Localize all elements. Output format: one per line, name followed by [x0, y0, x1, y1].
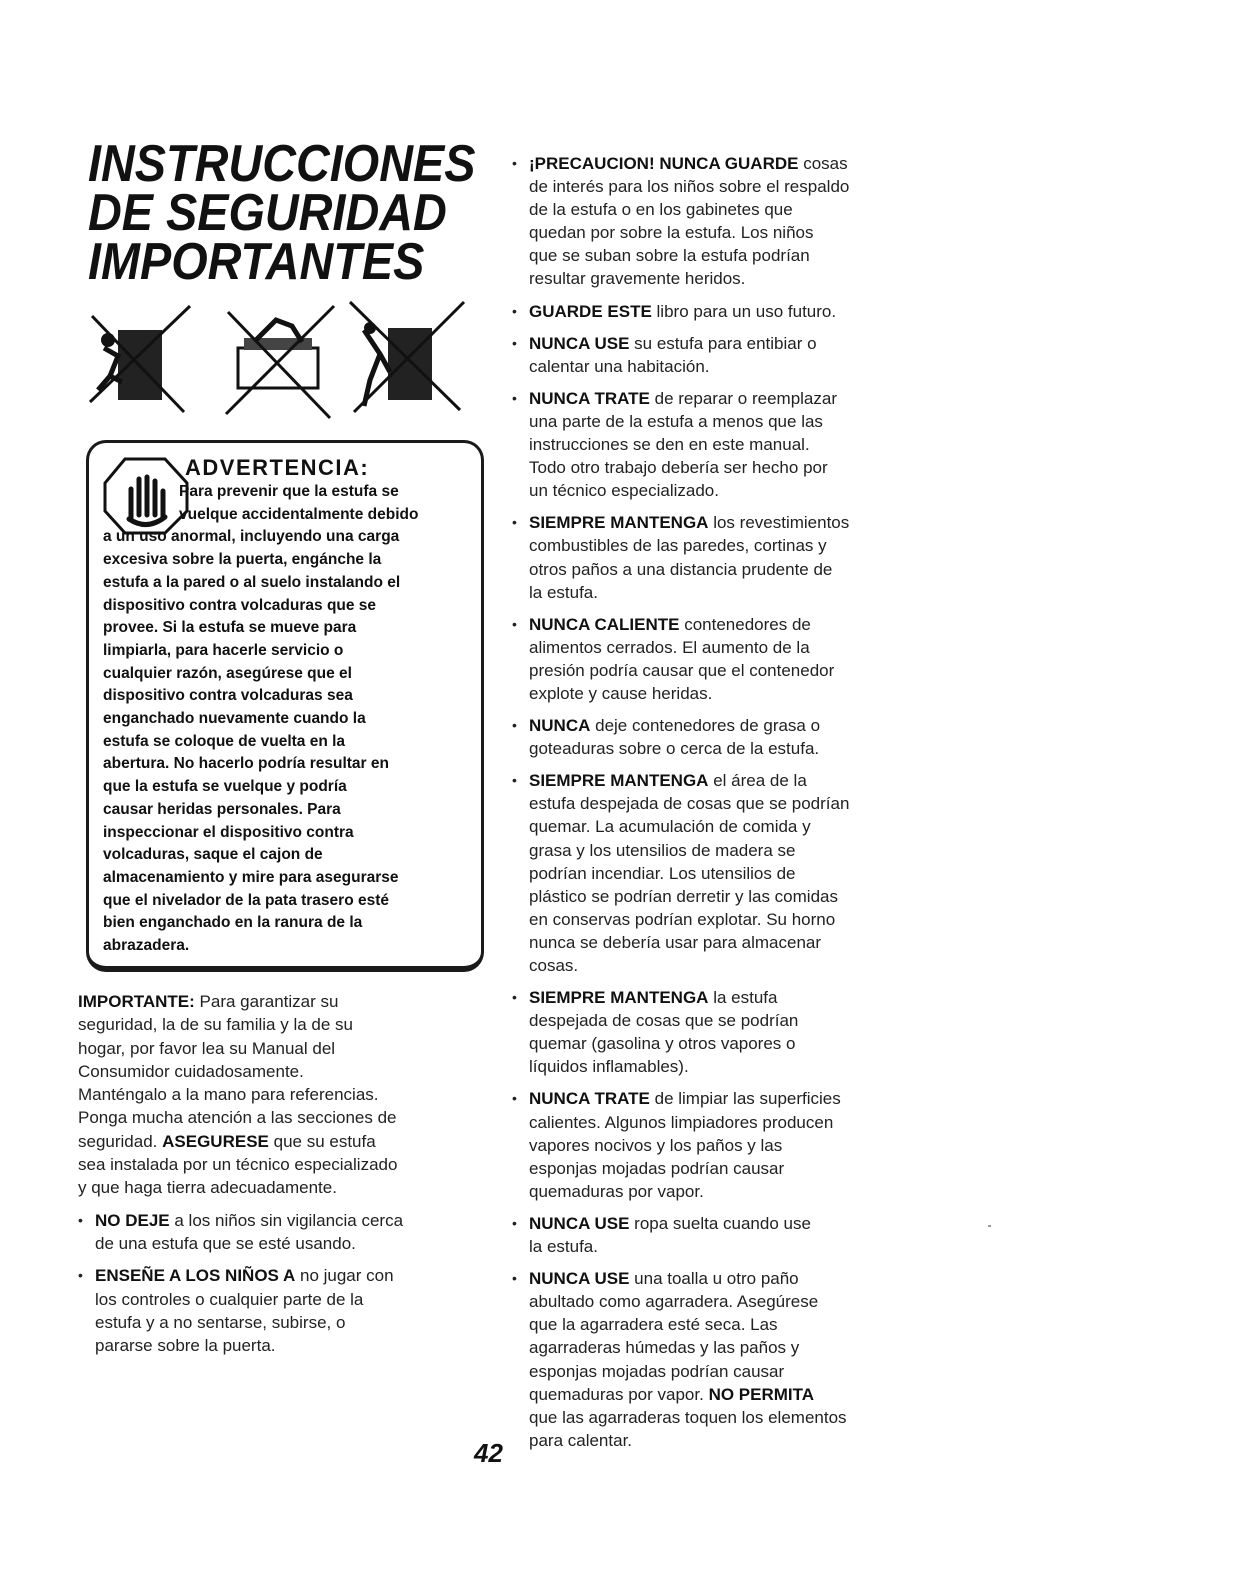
list-item: • NUNCA TRATE de reparar o reemplazar una parte de la estufa a menos que las instrucciones se den en este manual. Todo otro trabajo debería ser hecho por un técnico especializado. [512, 387, 912, 502]
list-item: • NUNCA CALIENTE contenedores de alimentos cerrados. El aumento de la presión podría causar que el contenedor explote y cause heridas. [512, 613, 912, 705]
list-item: • NUNCA USE su estufa para entibiar o calentar una habitación. [512, 332, 912, 378]
warning-text: Para prevenir que la estufa se vuelque accidentalmente debido a un uso anormal, incluyendo una carga excesiva sobre la puerta, engánche la estufa a la pared o al suelo instalando el dispositivo contra volcaduras que se provee. Si la estufa se mueve para limpiarla, para hacerle servicio o cualquier razón, asegúrese que el dispositivo contra volcaduras sea enganchado nuevamente cuando la estufa se coloque de vuelta en la abertura. No hacerlo podría resultar en que la estufa se vuelque y podría causar heridas personales. Para inspeccionar el dispositivo contra volcaduras, saque el cajon de almacenamiento y mire para asegurarse que el nivelador de la pata trasero esté bien enganchado en la ranura de la abrazadera. [103, 483, 419, 955]
left-column [78, 990, 478, 1357]
list-item: • NUNCA USE una toalla u otro paño abultado como agarradera. Asegúrese que la agarradera esté seca. Las agarraderas húmedas y las paños y esponjas mojadas podrían causar quemaduras por vapor. NO PERMITA que las agarraderas toquen los elementos para calentar. [512, 1267, 912, 1452]
child-climbing-oven-door-crossed-icon [90, 306, 190, 412]
list-item: • ENSEÑE A LOS NIÑOS A no jugar con los controles o cualquier parte de la estufa y a no sentarse, subirse, o pararse sobre la puerta. [78, 1264, 478, 1357]
list-item: • SIEMPRE MANTENGA la estufa despejada de cosas que se podrían quemar (gasolina y otros vapores o líquidos inflamables). [512, 986, 912, 1078]
list-item: • SIEMPRE MANTENGA los revestimientos combustibles de las paredes, cortinas y otros paños a una distancia prudente de la estufa. [512, 511, 912, 603]
title-line-1: INSTRUCCIONES [88, 135, 476, 193]
page-number: 42 [474, 1438, 503, 1468]
child-on-stove-crossed-icon [350, 302, 464, 412]
list-item: • NUNCA USE ropa suelta cuando use la estufa. [512, 1212, 912, 1258]
list-item: • GUARDE ESTE libro para un uso futuro. [512, 300, 912, 323]
right-column [512, 152, 912, 1452]
warning-heading: ADVERTENCIA: [185, 455, 370, 480]
safety-pictograms [88, 298, 468, 424]
title-line-3: IMPORTANTES [88, 233, 425, 291]
list-item: • NUNCA TRATE de limpiar las superficies calientes. Algunos limpiadores producen vapores nocivos y los paños y las esponjas mojadas podrían causar quemaduras por vapor. [512, 1087, 912, 1202]
title-line-2: DE SEGURIDAD [88, 184, 447, 242]
scan-speck [988, 1225, 991, 1227]
page-title [88, 135, 476, 291]
warning-box [86, 440, 484, 972]
important-paragraph: IMPORTANTE: Para garantizar su seguridad, la de su familia y la de su hogar, por favor lea su Manual del Consumidor cuidadosamente. Manténgalo a la mano para referencias. Ponga mucha atención a las secciones de seguridad. ASEGURESE que su estufa sea instalada por un técnico especializado y que haga tierra adecuadamente. [78, 992, 398, 1198]
list-item: • NO DEJE a los niños sin vigilancia cerca de una estufa que se esté usando. [78, 1209, 478, 1256]
list-item: • ¡PRECAUCION! NUNCA GUARDE cosas de interés para los niños sobre el respaldo de la estufa o en los gabinetes que quedan por sobre la estufa. Los niños que se suban sobre la estufa podrían resultar gravemente heridos. [512, 152, 912, 291]
list-item: • SIEMPRE MANTENGA el área de la estufa despejada de cosas que se podrían quemar. La acumulación de comida y grasa y los utensilios de madera se podrían incendiar. Los utensilios de plástico se podrían derretir y las comidas en conservas podrían explotar. Su horno nunca se debería usar para almacenar cosas. [512, 769, 912, 977]
person-on-range-crossed-icon [226, 306, 334, 418]
list-item: • NUNCA deje contenedores de grasa o goteaduras sobre o cerca de la estufa. [512, 714, 912, 760]
